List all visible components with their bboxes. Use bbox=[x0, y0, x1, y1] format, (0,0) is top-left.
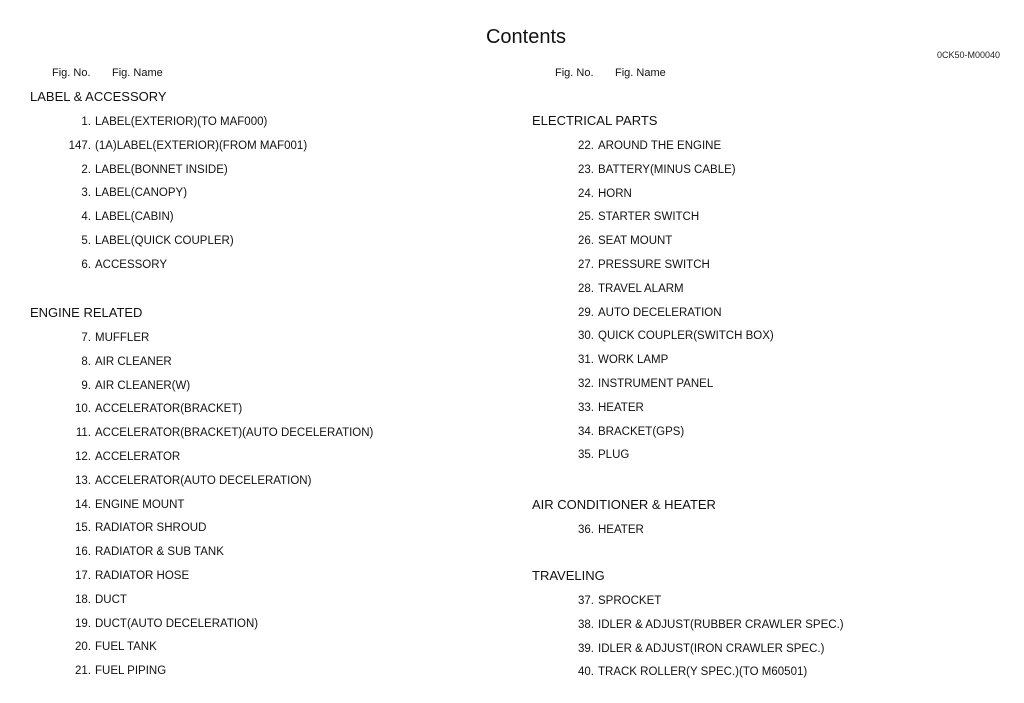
fig-number: 9. bbox=[81, 379, 91, 392]
fig-number: 2. bbox=[81, 163, 91, 176]
fig-number: 6. bbox=[81, 258, 91, 271]
fig-number: 33. bbox=[578, 401, 594, 414]
fig-name: RADIATOR SHROUD bbox=[95, 522, 207, 535]
fig-name: AIR CLEANER bbox=[95, 355, 172, 368]
fig-name: LABEL(CANOPY) bbox=[95, 187, 188, 200]
fig-number: 28. bbox=[578, 282, 594, 295]
toc-entry[interactable] bbox=[503, 522, 1023, 538]
fig-name: FUEL PIPING bbox=[95, 665, 167, 678]
fig-number: 40. bbox=[578, 666, 594, 679]
fig-name: WORK LAMP bbox=[598, 354, 669, 367]
fig-number: 22. bbox=[578, 140, 594, 152]
fig-number: 25. bbox=[578, 211, 594, 224]
fig-name: BRACKET(GPS) bbox=[598, 425, 685, 438]
fig-name: HEATER bbox=[598, 524, 644, 536]
fig-number: 14. bbox=[75, 498, 91, 511]
toc-entry[interactable] bbox=[503, 328, 1023, 344]
fig-name: LABEL(EXTERIOR)(TO MAF000) bbox=[95, 116, 268, 128]
fig-number: 20. bbox=[75, 641, 91, 654]
fig-name: ACCELERATOR(BRACKET)(AUTO DECELERATION) bbox=[95, 427, 374, 440]
toc-entry[interactable] bbox=[503, 424, 1023, 440]
fig-number: 39. bbox=[578, 642, 594, 655]
toc-entry[interactable] bbox=[0, 663, 520, 679]
toc-entry[interactable] bbox=[0, 330, 520, 346]
toc-entry[interactable] bbox=[0, 378, 520, 394]
fig-name: HORN bbox=[598, 187, 632, 200]
toc-entry[interactable] bbox=[0, 257, 520, 273]
toc-entry[interactable] bbox=[503, 281, 1023, 297]
fig-name-header: Fig. Name bbox=[112, 67, 163, 79]
fig-number: 147. bbox=[68, 139, 91, 152]
fig-number: 5. bbox=[81, 235, 91, 247]
fig-number: 26. bbox=[578, 235, 594, 248]
fig-name: RADIATOR HOSE bbox=[95, 570, 190, 582]
toc-entry[interactable] bbox=[503, 447, 1023, 463]
toc-entry[interactable] bbox=[0, 639, 520, 655]
fig-number: 24. bbox=[578, 187, 594, 200]
toc-entry[interactable] bbox=[0, 401, 520, 417]
fig-number: 30. bbox=[578, 330, 594, 343]
fig-name: AUTO DECELERATION bbox=[598, 306, 722, 319]
toc-entry[interactable] bbox=[503, 400, 1023, 416]
fig-name: ACCELERATOR(AUTO DECELERATION) bbox=[95, 474, 312, 487]
fig-number: 11. bbox=[75, 427, 91, 440]
fig-number: 34. bbox=[578, 425, 594, 438]
fig-number: 1. bbox=[81, 116, 91, 128]
fig-number: 4. bbox=[81, 211, 91, 224]
fig-name: BATTERY(MINUS CABLE) bbox=[598, 163, 736, 176]
fig-number: 12. bbox=[75, 451, 91, 463]
fig-number: 8. bbox=[81, 355, 91, 368]
fig-name: ACCELERATOR bbox=[95, 451, 181, 463]
fig-name: RADIATOR & SUB TANK bbox=[95, 546, 224, 559]
toc-entry[interactable] bbox=[0, 520, 520, 536]
fig-name: STARTER SWITCH bbox=[598, 211, 700, 224]
toc-entry[interactable] bbox=[0, 568, 520, 584]
fig-name-header: Fig. Name bbox=[615, 67, 666, 79]
fig-name: PLUG bbox=[598, 449, 630, 462]
toc-entry[interactable] bbox=[503, 617, 1023, 633]
fig-name: AIR CLEANER(W) bbox=[95, 379, 191, 392]
fig-name: SPROCKET bbox=[598, 595, 662, 607]
section-heading: AIR CONDITIONER & HEATER bbox=[532, 497, 716, 512]
page-title: Contents bbox=[485, 26, 567, 48]
toc-entry[interactable] bbox=[0, 592, 520, 608]
fig-name: IDLER & ADJUST(RUBBER CRAWLER SPEC.) bbox=[598, 618, 844, 631]
fig-number: 38. bbox=[578, 618, 594, 631]
section-heading: ELECTRICAL PARTS bbox=[532, 113, 658, 128]
fig-name: HEATER bbox=[598, 401, 644, 414]
fig-name: ENGINE MOUNT bbox=[95, 498, 185, 511]
fig-number: 27. bbox=[578, 259, 594, 271]
fig-name: ACCESSORY bbox=[95, 258, 168, 271]
fig-name: QUICK COUPLER(SWITCH BOX) bbox=[598, 330, 774, 343]
fig-name: FUEL TANK bbox=[95, 641, 157, 654]
fig-name: TRACK ROLLER(Y SPEC.)(TO M60501) bbox=[598, 666, 808, 679]
toc-entry[interactable] bbox=[503, 209, 1023, 225]
toc-entry[interactable] bbox=[0, 449, 520, 465]
fig-number: 16. bbox=[75, 546, 91, 559]
section-heading: LABEL & ACCESSORY bbox=[30, 89, 167, 104]
fig-name: LABEL(BONNET INSIDE) bbox=[95, 163, 228, 176]
toc-entry[interactable] bbox=[503, 305, 1023, 321]
toc-entry[interactable] bbox=[0, 114, 520, 130]
toc-entry[interactable] bbox=[503, 138, 1023, 154]
fig-name: PRESSURE SWITCH bbox=[598, 259, 710, 271]
fig-name: MUFFLER bbox=[95, 332, 150, 344]
fig-number: 13. bbox=[75, 474, 91, 487]
fig-no-header: Fig. No. bbox=[555, 67, 594, 79]
fig-number: 3. bbox=[81, 187, 91, 200]
fig-number: 29. bbox=[578, 306, 594, 319]
fig-name: SEAT MOUNT bbox=[598, 235, 673, 248]
toc-entry[interactable] bbox=[503, 641, 1023, 657]
toc-entry[interactable] bbox=[0, 544, 520, 560]
fig-name: LABEL(CABIN) bbox=[95, 211, 174, 224]
toc-entry[interactable] bbox=[503, 257, 1023, 273]
fig-number: 35. bbox=[578, 449, 594, 462]
toc-entry[interactable] bbox=[0, 162, 520, 178]
fig-number: 31. bbox=[578, 354, 594, 367]
document-reference: 0CK50-M00040 bbox=[936, 50, 1000, 60]
toc-entry[interactable] bbox=[0, 185, 520, 201]
fig-number: 37. bbox=[578, 595, 594, 607]
toc-entry[interactable] bbox=[0, 616, 520, 632]
toc-entry[interactable] bbox=[503, 664, 1023, 680]
toc-entry[interactable] bbox=[0, 354, 520, 370]
fig-name: AROUND THE ENGINE bbox=[598, 140, 722, 152]
toc-entry[interactable] bbox=[503, 352, 1023, 368]
fig-name: INSTRUMENT PANEL bbox=[598, 378, 714, 390]
fig-number: 19. bbox=[75, 617, 91, 630]
fig-number: 32. bbox=[578, 378, 594, 390]
fig-name: ACCELERATOR(BRACKET) bbox=[95, 403, 243, 416]
fig-name: TRAVEL ALARM bbox=[598, 282, 684, 295]
fig-no-header: Fig. No. bbox=[52, 67, 91, 79]
fig-number: 36. bbox=[578, 524, 594, 536]
fig-name: DUCT bbox=[95, 593, 127, 606]
toc-entry[interactable] bbox=[0, 209, 520, 225]
toc-entry[interactable] bbox=[0, 425, 520, 441]
toc-entry[interactable] bbox=[0, 473, 520, 489]
toc-entry[interactable] bbox=[0, 497, 520, 513]
fig-number: 17. bbox=[75, 570, 91, 582]
fig-name: DUCT(AUTO DECELERATION) bbox=[95, 617, 259, 630]
toc-entry[interactable] bbox=[503, 376, 1023, 392]
fig-number: 10. bbox=[75, 403, 91, 416]
fig-number: 15. bbox=[75, 522, 91, 535]
fig-number: 18. bbox=[75, 593, 91, 606]
fig-name: IDLER & ADJUST(IRON CRAWLER SPEC.) bbox=[598, 642, 825, 655]
fig-name: (1A)LABEL(EXTERIOR)(FROM MAF001) bbox=[95, 139, 308, 152]
section-heading: TRAVELING bbox=[532, 568, 605, 583]
toc-entry[interactable] bbox=[503, 233, 1023, 249]
fig-number: 7. bbox=[81, 332, 91, 344]
toc-entry[interactable] bbox=[503, 593, 1023, 609]
fig-number: 21. bbox=[75, 665, 91, 678]
toc-entry[interactable] bbox=[503, 162, 1023, 178]
fig-number: 23. bbox=[578, 163, 594, 176]
fig-name: LABEL(QUICK COUPLER) bbox=[95, 235, 234, 247]
toc-entry[interactable] bbox=[503, 186, 1023, 202]
section-heading: ENGINE RELATED bbox=[30, 305, 143, 320]
toc-entry[interactable] bbox=[0, 138, 520, 154]
toc-entry[interactable] bbox=[0, 233, 520, 249]
